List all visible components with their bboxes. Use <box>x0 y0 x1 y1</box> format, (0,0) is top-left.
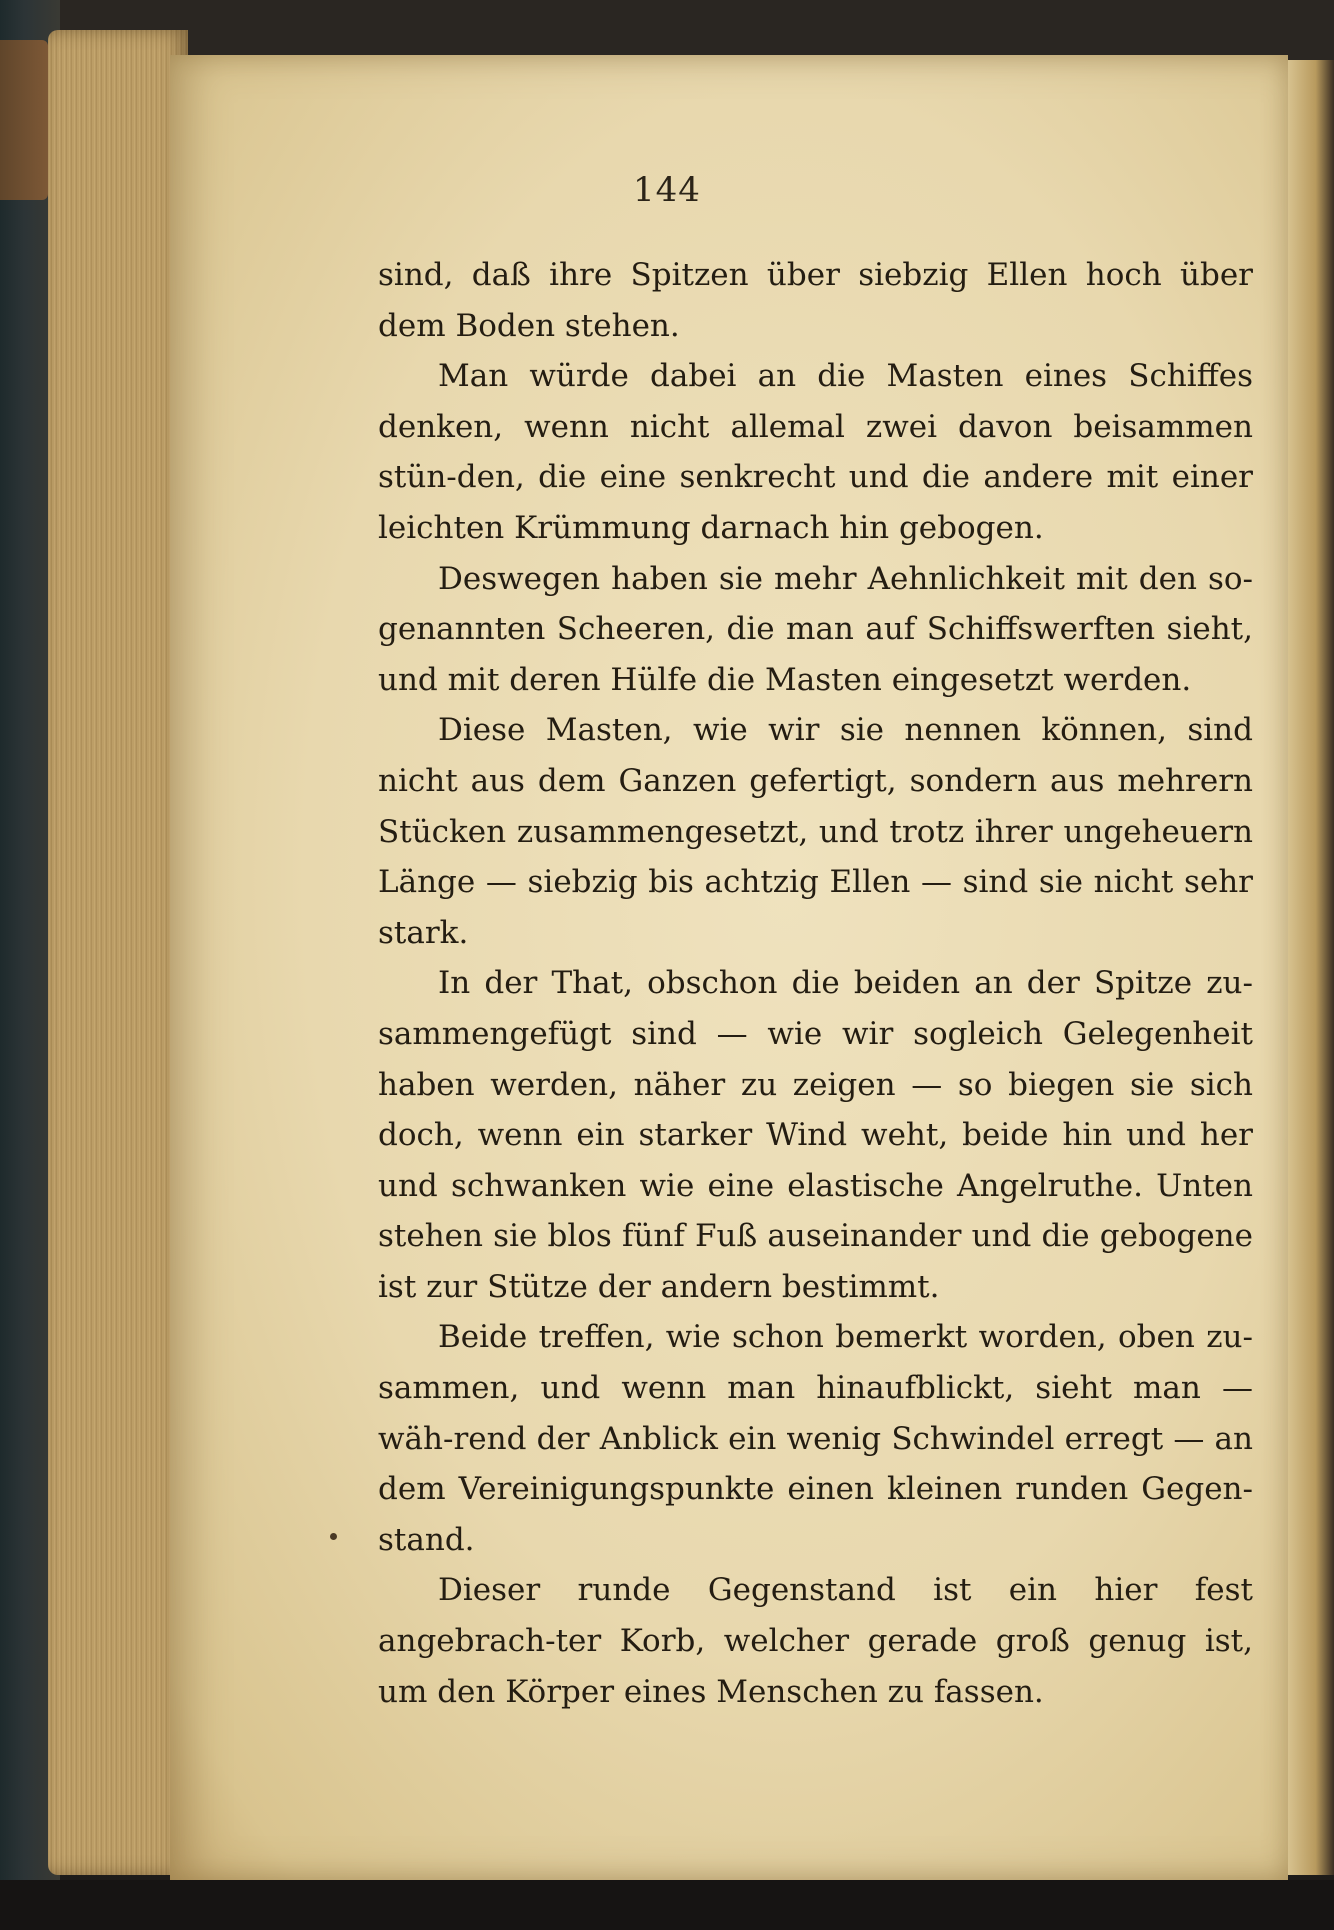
page-edges-stack <box>48 30 188 1875</box>
ink-speck <box>330 1533 337 1540</box>
paragraph: Deswegen haben sie mehr Aehnlichkeit mit den so-genannten Scheeren, die man auf Schiffswerften sieht, und mit deren Hülfe die Masten eingesetzt werden. <box>378 560 1253 698</box>
bottom-shadow <box>0 1880 1334 1930</box>
facing-page-edge <box>1288 60 1334 1875</box>
paragraph: Dieser runde Gegenstand ist ein hier fest angebrach-ter Korb, welcher gerade groß genug ist, um den Körper eines Menschen zu fassen. <box>378 1572 1253 1710</box>
paragraph: Diese Masten, wie wir sie nennen können, sind nicht aus dem Ganzen gefertigt, sondern aus mehrern Stücken zusammengesetzt, und trotz ihrer ungeheuern Länge — siebzig bis achtzig Ellen — sind sie nicht sehr stark. <box>378 712 1253 951</box>
paragraph: Man würde dabei an die Masten eines Schiffes denken, wenn nicht allemal zwei davon beisammen stün-den, die eine senkrecht und die andere mit einer leichten Krümmung darnach hin gebogen. <box>378 358 1253 546</box>
paragraph: Beide treffen, wie schon bemerkt worden, oben zu-sammen, und wenn man hinaufblickt, sieht man — wäh-rend der Anblick ein wenig Schwindel erregt — an dem Vereinigungspunkte einen kleinen runden Gegen-stand. <box>378 1319 1253 1558</box>
body-text <box>378 250 1253 1717</box>
paragraph: sind, daß ihre Spitzen über siebzig Ellen hoch über dem Boden stehen. <box>378 257 1253 344</box>
page-number: 144 <box>633 170 701 210</box>
paragraph: In der That, obschon die beiden an der Spitze zu-sammengefügt sind — wie wir sogleich Gelegenheit haben werden, näher zu zeigen — so biegen sie sich doch, wenn ein starker Wind weht, beide hin und her und schwanken wie eine elastische Angelruthe. Unten stehen sie blos fünf Fuß auseinander und die gebogene ist zur Stütze der andern bestimmt. <box>378 965 1253 1305</box>
